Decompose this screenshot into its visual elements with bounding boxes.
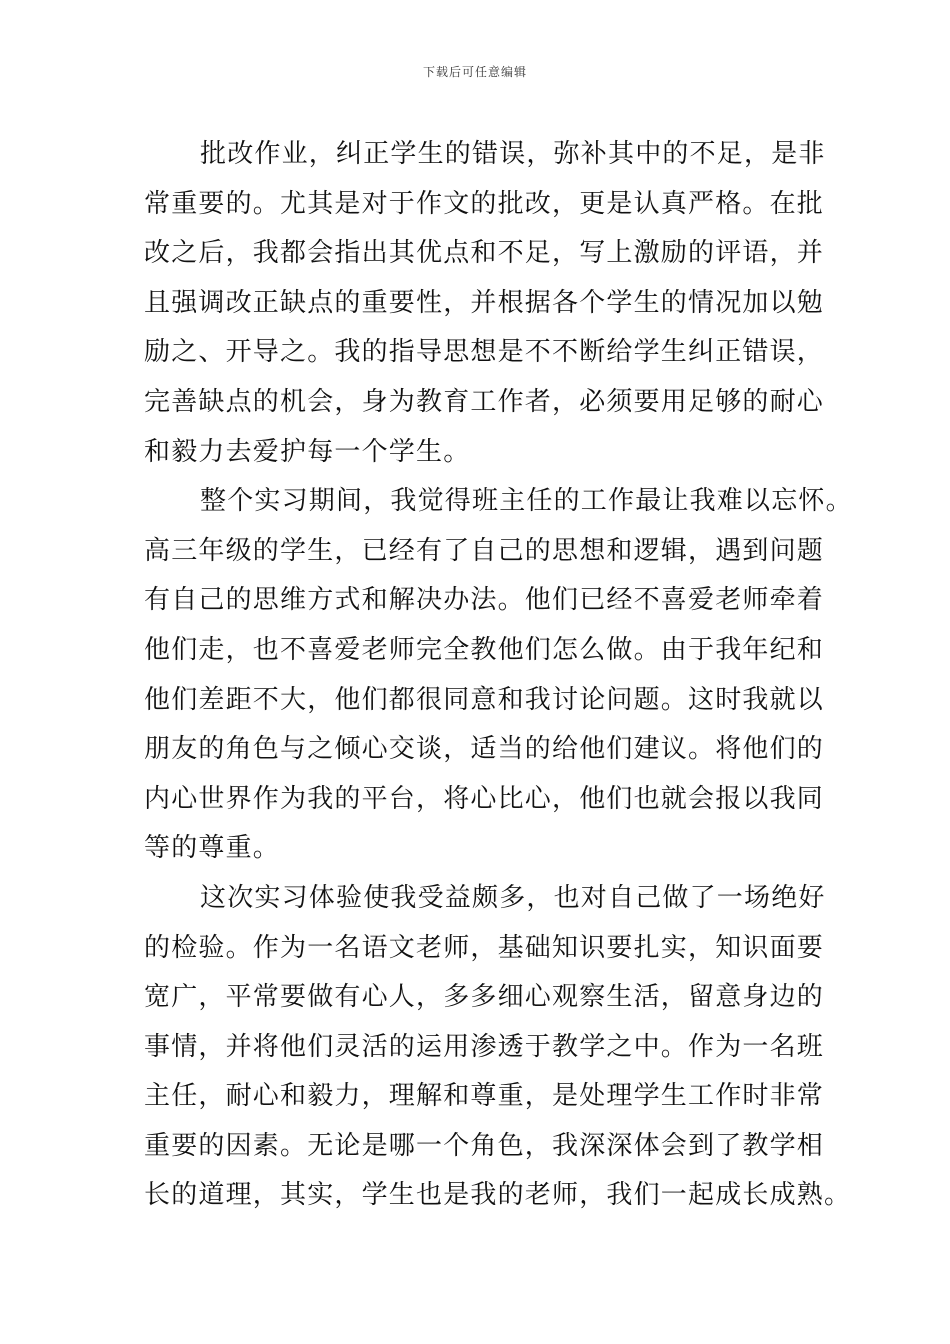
- text-line: 他们差距不大，他们都很同意和我讨论问题。这时我就以: [144, 684, 825, 715]
- text-line: 有自己的思维方式和解决办法。他们已经不喜爱老师牵着: [144, 585, 825, 616]
- paragraph-1: [144, 130, 824, 477]
- text-line: 高三年级的学生，已经有了自己的思想和逻辑，遇到问题: [144, 535, 825, 566]
- text-line: 这次实习体验使我受益颇多，也对自己做了一场绝好: [200, 882, 826, 913]
- text-line: 常重要的。尤其是对于作文的批改，更是认真严格。在批: [144, 188, 825, 219]
- paragraph-2: [144, 477, 853, 874]
- text-line: 他们走，也不喜爱老师完全教他们怎么做。由于我年纪和: [144, 634, 825, 665]
- text-line: 重要的因素。无论是哪一个角色，我深深体会到了教学相: [144, 1130, 825, 1161]
- text-line: 和毅力去爱护每一个学生。: [144, 436, 471, 467]
- text-line: 朋友的角色与之倾心交谈，适当的给他们建议。将他们的: [144, 734, 825, 765]
- text-line: 改之后，我都会指出其优点和不足，写上激励的评语，并: [144, 238, 825, 269]
- text-line: 等的尊重。: [144, 833, 281, 864]
- text-line: 的检验。作为一名语文老师，基础知识要扎实，知识面要: [144, 932, 825, 963]
- text-line: 整个实习期间，我觉得班主任的工作最让我难以忘怀。: [200, 486, 853, 517]
- text-line: 主任，耐心和毅力，理解和尊重，是处理学生工作时非常: [144, 1081, 825, 1112]
- text-line: 批改作业，纠正学生的错误，弥补其中的不足，是非: [200, 139, 826, 169]
- page-header: 下载后可任意编辑: [422, 65, 527, 79]
- text-line: 且强调改正缺点的重要性，并根据各个学生的情况加以勉: [144, 287, 825, 318]
- text-line: 完善缺点的机会，身为教育工作者，必须要用足够的耐心: [144, 386, 825, 417]
- paragraph-3: [144, 874, 852, 1221]
- text-line: 事情，并将他们灵活的运用渗透于教学之中。作为一名班: [144, 1031, 825, 1062]
- document-body: [144, 130, 853, 1221]
- text-line: 励之、开导之。我的指导思想是不不断给学生纠正错误，: [144, 337, 825, 368]
- text-line: 内心世界作为我的平台，将心比心，他们也就会报以我同: [144, 783, 825, 814]
- text-line: 宽广，平常要做有心人，多多细心观察生活，留意身边的: [144, 982, 825, 1013]
- text-line: 长的道理，其实，学生也是我的老师，我们一起成长成熟。: [144, 1180, 852, 1211]
